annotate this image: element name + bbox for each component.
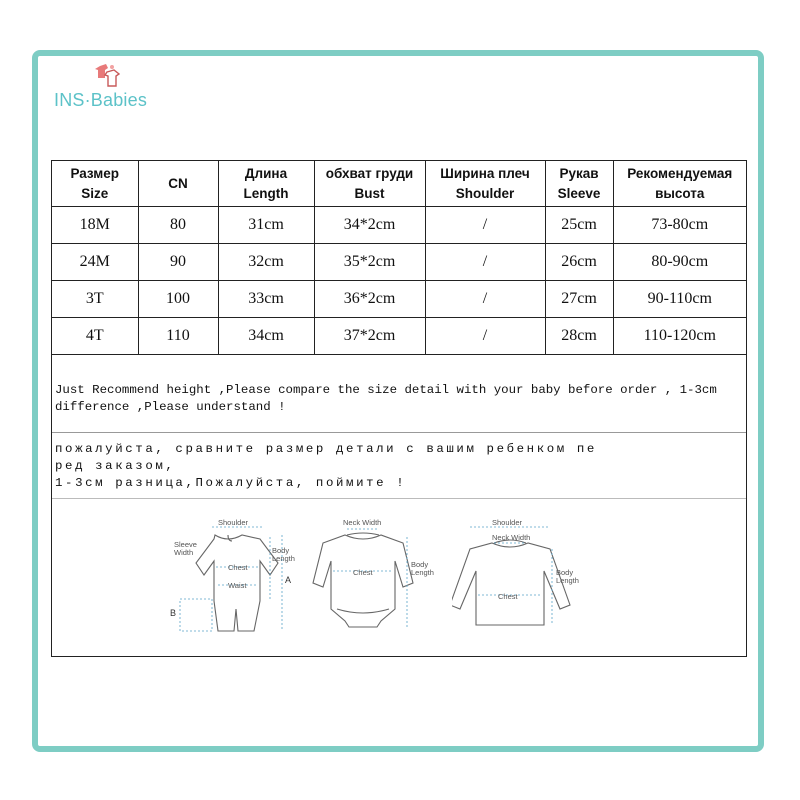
marker-b-label: B: [170, 608, 177, 618]
cell-sleeve: 26cm: [545, 244, 613, 281]
header-shoulder: Ширина плеч Shoulder: [425, 161, 545, 207]
russian-note: [55, 441, 743, 492]
body-length-label-1: Body: [411, 560, 429, 569]
cell-shoulder: /: [425, 281, 545, 318]
cell-bust: 36*2cm: [314, 281, 425, 318]
cell-size: 4T: [52, 318, 138, 355]
baby-clothes-logo-icon: [94, 62, 120, 90]
chest-label: Chest: [498, 592, 518, 601]
cell-size: 24M: [52, 244, 138, 281]
cell-bust: 34*2cm: [314, 207, 425, 244]
cell-size: 18M: [52, 207, 138, 244]
cell-length: 31cm: [218, 207, 314, 244]
cell-length: 32cm: [218, 244, 314, 281]
header-recommended-height: Рекомендуемая высота: [613, 161, 746, 207]
divider: [52, 498, 746, 499]
marker-a-label: A: [285, 575, 292, 585]
cell-height: 73-80cm: [613, 207, 746, 244]
neck-width-label: Neck Width: [492, 533, 531, 542]
chest-label: Chest: [228, 563, 248, 572]
header-cn: CN: [138, 161, 218, 207]
header-size: Размер Size: [52, 161, 138, 207]
chest-label: Chest: [353, 568, 373, 577]
size-chart-panel: [51, 160, 747, 657]
cell-size: 3T: [52, 281, 138, 318]
brand-logo: [54, 62, 174, 114]
cell-cn: 100: [138, 281, 218, 318]
sleeve-width-label-1: Sleeve: [174, 540, 197, 549]
size-table: [52, 161, 746, 355]
russian-note-line: 1-3см разница,Пожалуйста, поймите !: [55, 476, 407, 490]
romper-diagram: [170, 513, 310, 638]
divider: [52, 432, 746, 433]
body-length-label-1: Body: [272, 546, 290, 555]
cell-shoulder: /: [425, 207, 545, 244]
cell-shoulder: /: [425, 244, 545, 281]
cell-sleeve: 25cm: [545, 207, 613, 244]
body-length-label-1: Body: [556, 568, 574, 577]
top-diagram: [452, 513, 602, 638]
body-length-label-2: Length: [411, 568, 434, 577]
russian-note-line: пожалуйста, сравните размер детали с вашим ребенком пе: [55, 442, 597, 456]
body-length-label-2: Length: [556, 576, 579, 585]
header-sleeve: Рукав Sleeve: [545, 161, 613, 207]
table-row: [52, 281, 746, 318]
cell-shoulder: /: [425, 318, 545, 355]
table-row: [52, 244, 746, 281]
cell-sleeve: 27cm: [545, 281, 613, 318]
table-row: [52, 207, 746, 244]
table-header-row: [52, 161, 746, 207]
shoulder-label: Shoulder: [218, 518, 249, 527]
brand-name: INS·Babies: [54, 90, 148, 110]
cell-cn: 80: [138, 207, 218, 244]
cell-cn: 110: [138, 318, 218, 355]
cell-bust: 37*2cm: [314, 318, 425, 355]
cell-sleeve: 28cm: [545, 318, 613, 355]
sleeve-width-label-2: Width: [174, 548, 194, 557]
cell-length: 34cm: [218, 318, 314, 355]
table-row: [52, 318, 746, 355]
shoulder-label: Shoulder: [492, 518, 523, 527]
russian-note-line: ред заказом,: [55, 459, 176, 473]
cell-height: 90-110cm: [613, 281, 746, 318]
cell-height: 110-120cm: [613, 318, 746, 355]
header-length: Длина Length: [218, 161, 314, 207]
english-note: Just Recommend height ,Please compare the size detail with your baby before order , 1-3cm difference ,Please understand !: [55, 383, 725, 414]
cell-length: 33cm: [218, 281, 314, 318]
cell-cn: 90: [138, 244, 218, 281]
header-bust: обхват груди Bust: [314, 161, 425, 207]
waist-label: Waist: [228, 581, 247, 590]
body-length-label-2: Length: [272, 554, 295, 563]
bodysuit-diagram: [307, 513, 447, 638]
neck-width-label: Neck Width: [343, 518, 382, 527]
cell-bust: 35*2cm: [314, 244, 425, 281]
cell-height: 80-90cm: [613, 244, 746, 281]
